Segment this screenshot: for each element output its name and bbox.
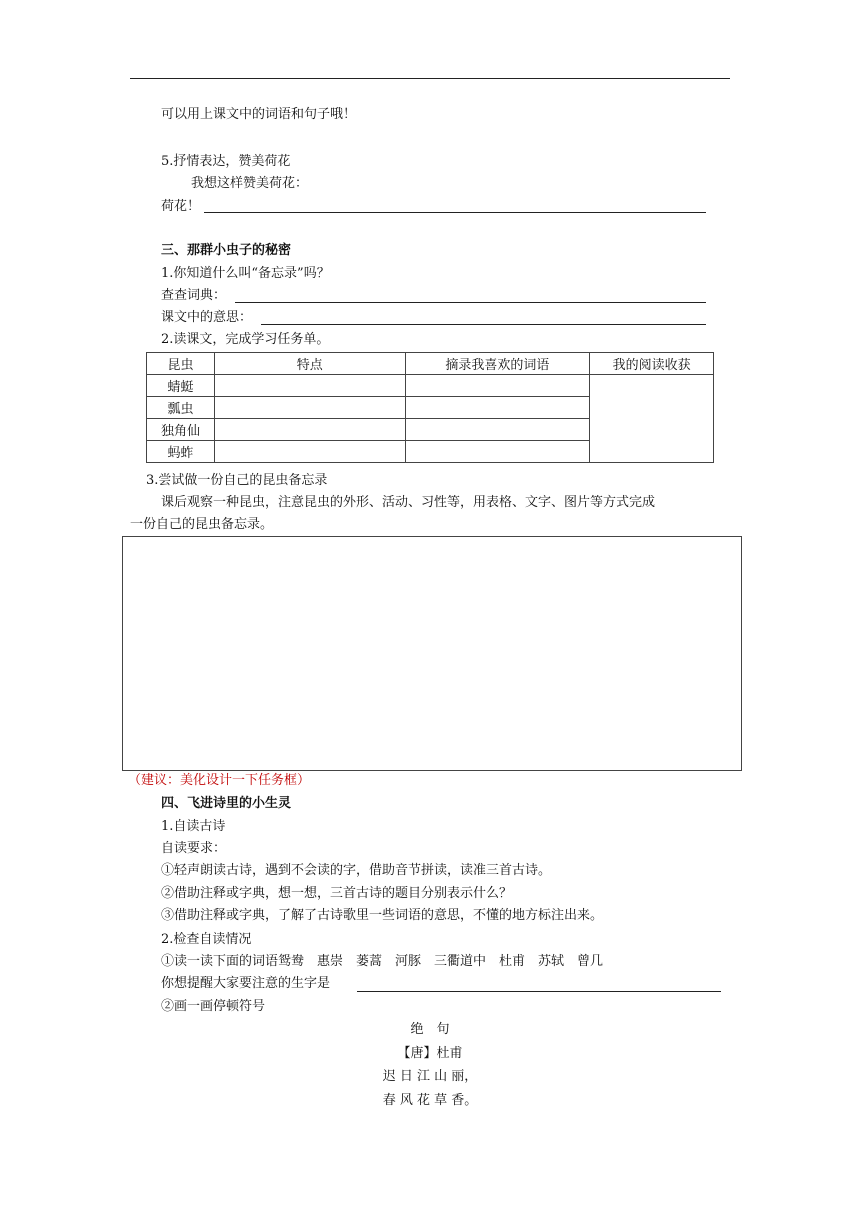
- words-cell[interactable]: [405, 397, 590, 419]
- header-words: 摘录我喜欢的词语: [405, 353, 590, 375]
- dictionary-answer-line[interactable]: [235, 302, 706, 303]
- pause-marks-label: ②画一画停顿符号: [161, 999, 266, 1014]
- insect-name: 蜻蜓: [147, 375, 215, 397]
- intro-tip: 可以用上课文中的词语和句子哦！: [161, 107, 357, 122]
- meaning-answer-line[interactable]: [261, 324, 706, 325]
- header-insect: 昆虫: [147, 353, 215, 375]
- dictionary-label: 查查词典：: [161, 288, 227, 303]
- feature-cell[interactable]: [214, 441, 405, 463]
- section3-q3-desc2: 一份自己的昆虫备忘录。: [130, 517, 274, 532]
- task-table: [146, 352, 714, 463]
- insect-memo-box[interactable]: [122, 536, 742, 771]
- requirement-3: ③借助注释或字典，了解了古诗歌里一些词语的意思，不懂的地方标注出来。: [161, 908, 604, 923]
- section3-title: 三、那群小虫子的秘密: [161, 243, 292, 258]
- insect-name: 瓢虫: [147, 397, 215, 419]
- section3-q3-desc1: 课后观察一种昆虫，注意昆虫的外形、活动、习性等，用表格、文字、图片等方式完成: [161, 495, 656, 510]
- page-header-rule: [130, 78, 730, 79]
- words-cell[interactable]: [405, 419, 590, 441]
- section5-lotus-label: 荷花！: [161, 199, 201, 214]
- table-header-row: [147, 353, 714, 375]
- poem-author: 【唐】杜甫: [397, 1046, 463, 1061]
- section5-prompt: 我想这样赞美荷花：: [191, 176, 309, 191]
- header-gains: 我的阅读收获: [590, 353, 714, 375]
- feature-cell[interactable]: [214, 419, 405, 441]
- feature-cell[interactable]: [214, 375, 405, 397]
- requirement-1: ①轻声朗读古诗，遇到不会读的字，借助音节拼读，读准三首古诗。: [161, 863, 552, 878]
- words-cell[interactable]: [405, 375, 590, 397]
- section4-sub1: 1.自读古诗: [161, 819, 226, 834]
- feature-cell[interactable]: [214, 397, 405, 419]
- table-row: [147, 375, 714, 397]
- remind-label: 你想提醒大家要注意的生字是: [161, 976, 331, 991]
- section3-q3: 3.尝试做一份自己的昆虫备忘录: [146, 473, 328, 488]
- section3-q1: 1.你知道什么叫“备忘录”吗？: [161, 266, 330, 281]
- remind-answer-line[interactable]: [357, 991, 721, 992]
- insect-name: 独角仙: [147, 419, 215, 441]
- reading-requirements-label: 自读要求：: [161, 841, 227, 856]
- word-list: ①读一读下面的词语鸳鸯 惠崇 蒌蒿 河豚 三衢道中 杜甫 苏轼 曾几: [161, 954, 604, 969]
- section3-q2: 2.读课文，完成学习任务单。: [161, 332, 330, 347]
- section5-title: 5.抒情表达，赞美荷花: [161, 154, 291, 169]
- words-cell[interactable]: [405, 441, 590, 463]
- lotus-answer-line[interactable]: [204, 212, 706, 213]
- meaning-label: 课文中的意思：: [161, 310, 253, 325]
- poem-line-2: 春 风 花 草 香。: [382, 1093, 478, 1108]
- insect-name: 蚂蚱: [147, 441, 215, 463]
- poem-line-1: 迟 日 江 山 丽，: [382, 1069, 478, 1084]
- poem-title: 绝 句: [410, 1022, 450, 1037]
- section4-sub2: 2.检查自读情况: [161, 932, 252, 947]
- design-suggestion: （建议：美化设计一下任务框）: [128, 773, 311, 788]
- header-feature: 特点: [214, 353, 405, 375]
- gains-cell[interactable]: [590, 375, 714, 463]
- requirement-2: ②借助注释或字典，想一想，三首古诗的题目分别表示什么？: [161, 886, 513, 901]
- section4-title: 四、飞进诗里的小生灵: [161, 796, 292, 811]
